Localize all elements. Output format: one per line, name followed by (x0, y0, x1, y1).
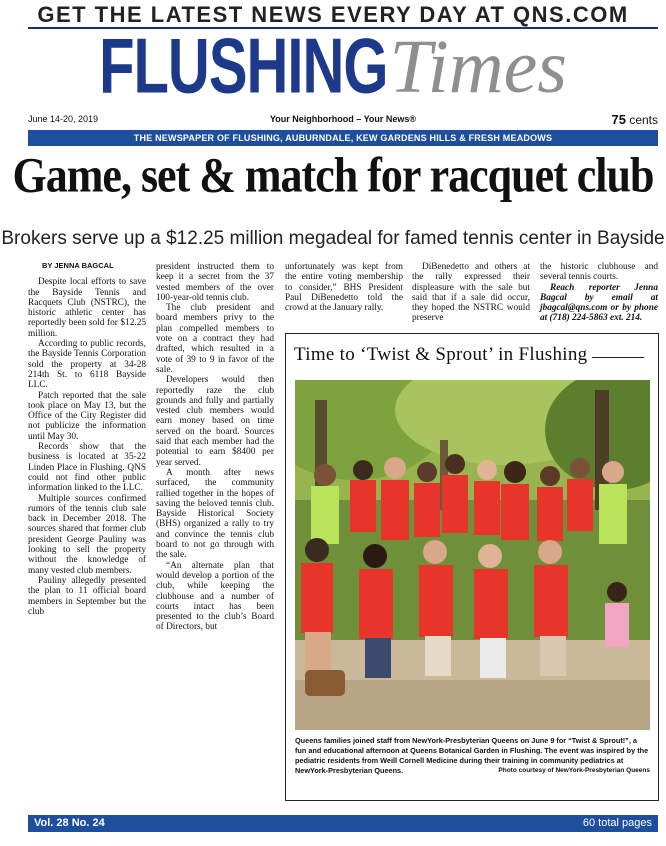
deck: Brokers serve up a $12.25 million megadeal for famed tennis center in Bayside (1, 228, 665, 249)
article-column-4 (412, 262, 530, 324)
headline[interactable]: Game, set & match for racquet club (12, 148, 654, 203)
paragraph: Despite local efforts to save the Bayside Tennis and Racquets Club (NSTRC), the historic athletic center has reportedly been sold for $12.25 million. (28, 277, 146, 339)
article-column-5 (540, 262, 658, 324)
paragraph: Developers would then reportedly raze the club grounds and fully and partially vested club members would earn money based on time served on the board. Sources said that each member had the potential to earn $8400 per year served. (156, 375, 274, 468)
price-number: 75 (611, 112, 626, 127)
paragraph: Records show that the business is located at 35-22 Linden Place in Flushing. QNS could not find other public information linked to the LLC. (28, 442, 146, 494)
paragraph: The club president and board members privy to the plan compelled members to vote on a contract they had drafted, which resulted in a vote of 39 to 9 in favor of the sale. (156, 303, 274, 375)
photo-feature-box (285, 333, 659, 801)
group-photo[interactable] (295, 380, 650, 730)
paragraph: DiBenedetto and others at the rally expressed their displeasure with the sale but said that if a sale did occur, they hoped the NSTRC would preserve (412, 262, 530, 324)
paragraph: Multiple sources confirmed rumors of the tennis club sale back in December 2018. The sources shared that former club president George Pauliny was looking to sell the property without the knowledge of many vested club members. (28, 493, 146, 576)
promo-banner[interactable]: GET THE LATEST NEWS EVERY DAY AT QNS.COM (37, 2, 629, 27)
reporter-contact: Reach reporter Jenna Bagcal by email at jbagcal@qns.com or by phone at (718) 224-5863 ext. 214. (540, 282, 658, 324)
issue-date: June 14-20, 2019 (28, 114, 99, 124)
price (612, 112, 659, 127)
masthead[interactable] (0, 24, 666, 110)
paragraph: Pauliny allegedly presented the plan to 11 official board members in September but the club (28, 575, 146, 617)
photo-caption (295, 736, 650, 776)
article-column-2 (156, 262, 274, 633)
total-pages: 60 total pages (582, 817, 652, 829)
price-unit: cents (629, 113, 658, 127)
paragraph: “An alternate plan that would develop a portion of the club, while keeping the clubhouse and a number of courts intact has been presented to the club’s Board of Directors, but (156, 560, 274, 633)
group-photo-illustration (295, 380, 650, 730)
masthead-flushing: FLUSHING (99, 22, 388, 111)
paragraph: According to public records, the Bayside Tennis Corporation sold the property at 34-28 214th St. to 6118 Bayside LLC. (28, 339, 146, 391)
volume-number: Vol. 28 No. 24 (34, 817, 105, 829)
paragraph: A month after news surfaced, the community rallied together in the hopes of saving the beloved tennis club. Bayside Historical Society (BHS) organized a rally to try and convince the tennis club board to not go through with the sale. (156, 467, 274, 561)
photo-feature-title-text: Time to ‘Twist & Sprout’ in Flushing (294, 344, 588, 365)
photo-credit: Photo courtesy of NewYork-Presbyterian Queens (498, 767, 650, 774)
byline: BY JENNA BAGCAL (42, 261, 114, 270)
photo-caption-text: Queens families joined staff from NewYork-Presbyterian Queens on June 9 for “Twist & Sprout!”, a fun and educational afternoon at Queens Botanical Garden in Flushing. The event was inspired by the pediatric residents from Weill Cornell Medicine during their training in community pediatrics at NewYork-Presbyterian Queens. (295, 736, 649, 775)
title-rule (592, 357, 644, 358)
subhead-bar: THE NEWSPAPER OF FLUSHING, AUBURNDALE, KEW GARDENS HILLS & FRESH MEADOWS (28, 130, 658, 146)
photo-feature-title (294, 344, 654, 366)
tagline: Your Neighborhood – Your News® (269, 114, 417, 124)
dateline (28, 112, 658, 128)
masthead-times: Times (389, 25, 567, 109)
footer-bar (28, 815, 658, 832)
paragraph: president instructed them to keep it a secret from the 37 vested members of the over 100-year-old tennis club. (156, 262, 274, 303)
paragraph: Patch reported that the sale took place on May 13, but the Office of the City Register did not publicize the information until May 30. (28, 390, 146, 442)
paragraph: the historic clubhouse and several tennis courts. (540, 262, 658, 283)
paragraph: unfortunately was kept from the entire voting membership to consider,” BHS President Paul DiBenedetto told the crowd at the January rally. (285, 262, 403, 314)
article-column-1 (28, 258, 146, 617)
article-column-3 (285, 262, 403, 313)
